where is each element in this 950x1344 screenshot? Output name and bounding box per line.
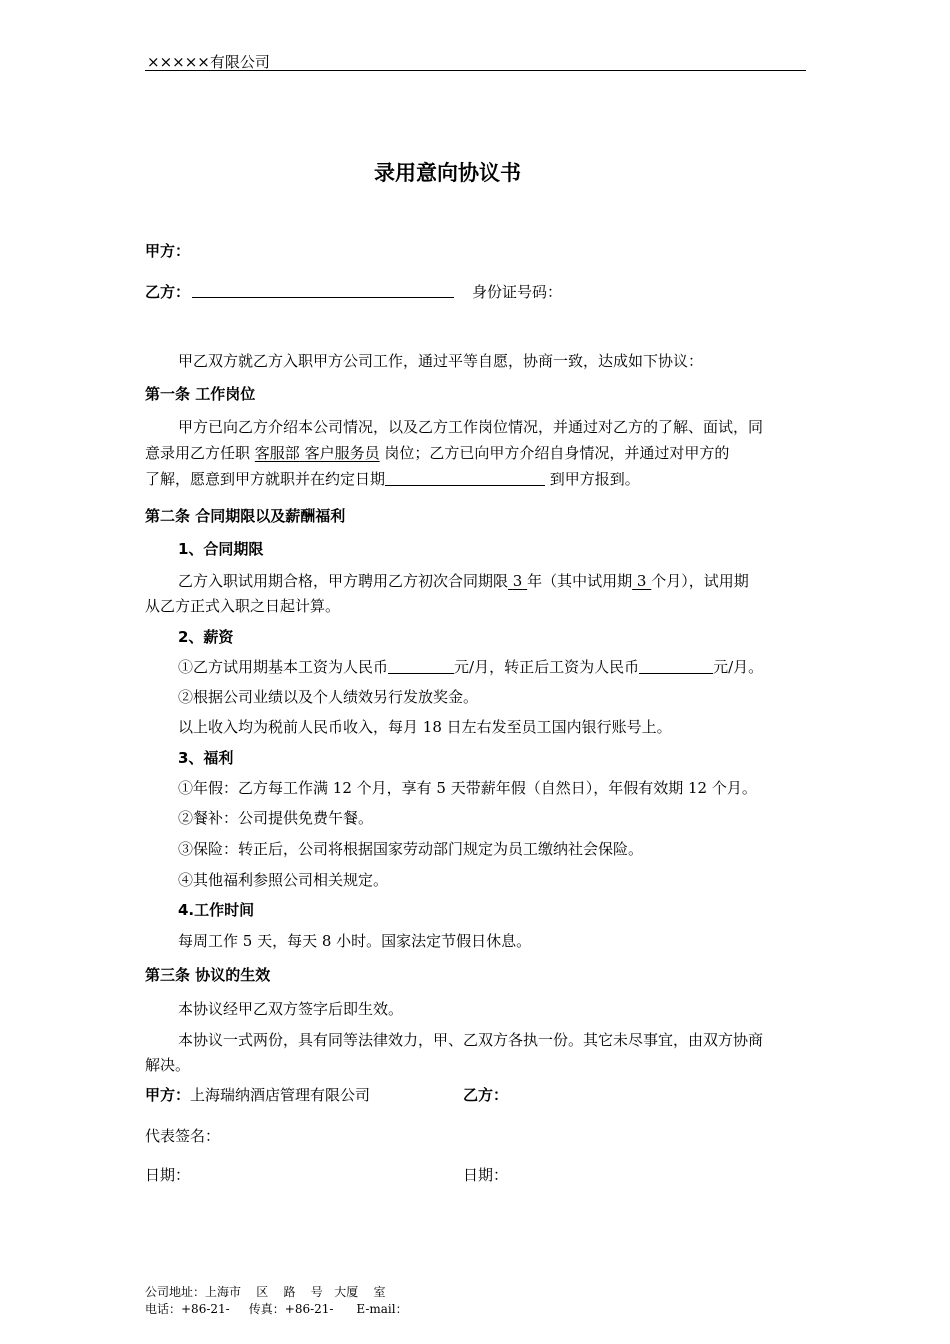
header-company: ×××××有限公司 xyxy=(147,53,270,71)
contract-years-value xyxy=(508,572,527,590)
benefit-item-4: ④其他福利参照公司相关规定。 xyxy=(178,871,389,889)
signature-party-a-name: 上海瑞纳酒店管理有限公司 xyxy=(190,1086,371,1104)
salary-item-1-c: 元/月。 xyxy=(713,658,764,676)
article-2-heading: 第二条 合同期限以及薪酬福利 xyxy=(145,507,346,525)
article-1-line-2-a: 意录用乙方任职 xyxy=(145,444,255,462)
party-a-label: 甲方： xyxy=(145,242,191,260)
article-1-line-1: 甲方已向乙方介绍本公司情况，以及乙方工作岗位情况，并通过对乙方的了解、面试，同 xyxy=(178,418,764,436)
contract-years-number: 3 xyxy=(512,572,523,590)
probation-months-value xyxy=(632,572,651,590)
department-value: 客服部 xyxy=(254,444,300,462)
salary-item-1-b: 元/月，转正后工资为人民币 xyxy=(454,658,640,676)
regular-salary-blank[interactable] xyxy=(639,658,713,674)
signature-party-b-label: 乙方： xyxy=(463,1086,509,1104)
party-b-blank[interactable] xyxy=(192,297,454,298)
signature-date-b: 日期： xyxy=(463,1166,509,1184)
article-3-line-3: 解决。 xyxy=(145,1056,191,1074)
report-date-blank[interactable] xyxy=(385,470,545,486)
benefit-item-1: ①年假：乙方每工作满 12 个月，享有 5 天带薪年假（自然日），年假有效期 12 个月。 xyxy=(178,779,757,797)
benefit-item-3: ③保险：转正后，公司将根据国家劳动部门规定为员工缴纳社会保险。 xyxy=(178,840,644,858)
salary-item-2: ②根据公司业绩以及个人绩效另行发放奖金。 xyxy=(178,688,479,706)
intro-paragraph: 甲乙双方就乙方入职甲方公司工作，通过平等自愿，协商一致，达成如下协议： xyxy=(178,352,704,370)
signature-party-a xyxy=(145,1084,370,1106)
probation-salary-blank[interactable] xyxy=(388,658,454,674)
salary-item-1 xyxy=(178,656,763,678)
contract-term-text-a: 乙方入职试用期合格，甲方聘用乙方初次合同期限 xyxy=(178,572,509,590)
party-b-label: 乙方： xyxy=(145,283,191,301)
article-1-line-3-b: 到甲方报到。 xyxy=(545,470,640,488)
contract-term-text-c: 个月），试用期 xyxy=(651,572,749,590)
benefit-item-2: ②餐补：公司提供免费午餐。 xyxy=(178,809,374,827)
article-1-heading: 第一条 工作岗位 xyxy=(145,385,256,403)
contract-term-text-b: 年（其中试用期 xyxy=(527,572,633,590)
section-salary-heading: 2、薪资 xyxy=(178,628,234,646)
footer-address: 公司地址：上海市 区 路 号 大厦 室 xyxy=(145,1285,386,1299)
section-benefits-heading: 3、福利 xyxy=(178,749,234,767)
section-contract-term-heading: 1、合同期限 xyxy=(178,540,264,558)
signature-date-a: 日期： xyxy=(145,1166,191,1184)
section-work-hours-heading: 4.工作时间 xyxy=(178,901,255,919)
article-1-line-2 xyxy=(145,442,729,464)
article-3-heading: 第三条 协议的生效 xyxy=(145,966,271,984)
id-number-label: 身份证号码： xyxy=(472,283,563,301)
salary-item-3: 以上收入均为税前人民币收入，每月 18 日左右发至员工国内银行账号上。 xyxy=(178,718,672,736)
probation-months-number: 3 xyxy=(636,572,647,590)
article-3-line-1: 本协议经甲乙双方签字后即生效。 xyxy=(178,1000,404,1018)
document-title: 录用意向协议书 xyxy=(374,161,521,185)
representative-signature-label: 代表签名： xyxy=(145,1127,221,1145)
salary-item-1-a: ①乙方试用期基本工资为人民币 xyxy=(178,658,389,676)
article-1-line-3-a: 了解，愿意到甲方就职并在约定日期 xyxy=(145,470,386,488)
signature-party-a-label: 甲方： xyxy=(145,1086,191,1104)
article-1-line-2-c: 岗位；乙方已向甲方介绍自身情况，并通过对甲方的 xyxy=(379,444,730,462)
article-1-line-3 xyxy=(145,468,640,490)
header-rule xyxy=(145,70,806,71)
work-hours-item-1: 每周工作 5 天，每天 8 小时。国家法定节假日休息。 xyxy=(178,932,532,950)
contract-term-line-1 xyxy=(178,570,749,592)
article-3-line-2: 本协议一式两份，具有同等法律效力，甲、乙双方各执一份。其它未尽事宜，由双方协商 xyxy=(178,1031,764,1049)
contract-term-line-2: 从乙方正式入职之日起计算。 xyxy=(145,597,341,615)
footer-contact: 电话：+86-21- 传真：+86-21- E-mail： xyxy=(145,1302,408,1316)
position-value: 客户服务员 xyxy=(304,444,380,462)
